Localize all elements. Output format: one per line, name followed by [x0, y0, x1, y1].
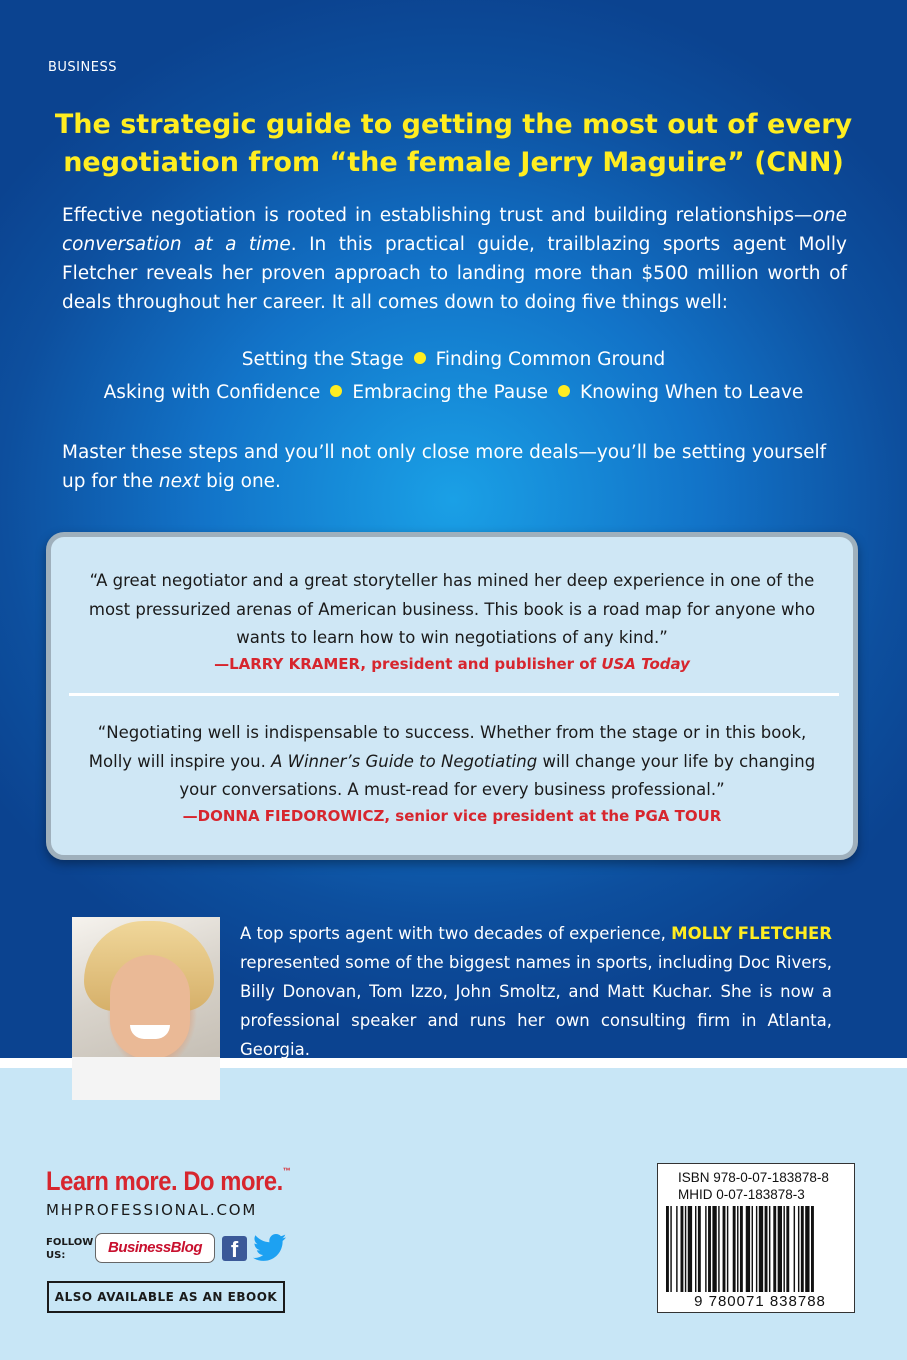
outro-text-2: big one. — [200, 471, 281, 492]
publisher-website[interactable]: MHPROFESSIONAL.COM — [46, 1201, 258, 1219]
mhid-number: MHID 0-07-183878-3 — [678, 1187, 805, 1202]
headline-line-2: negotiation from “the female Jerry Maguire” (CNN) — [63, 147, 844, 178]
steps-row-1 — [40, 349, 867, 370]
author-photo — [72, 917, 220, 1100]
intro-paragraph — [62, 201, 847, 317]
testimonials-panel — [46, 532, 858, 860]
outro-text-1: Master these steps and you’ll not only close more deals—you’ll be setting yourself up for the — [62, 442, 827, 492]
step-asking-with-confidence: Asking with Confidence — [103, 382, 321, 403]
step-knowing-when-to-leave: Knowing When to Leave — [580, 382, 804, 403]
attribution-title-1: , president and publisher of — [360, 655, 602, 673]
twitter-icon[interactable] — [253, 1234, 287, 1262]
intro-text-2: . In this practical guide, trailblazing sports agent Molly Fletcher reveals her proven approach to landing more than $500 million worth of deals throughout her career. It all comes down to doing five things well: — [62, 234, 847, 313]
quote-2-text-1: “Negotiating well is indispensable to success. Whether from the stage or in this book, Molly will inspire you. — [88, 723, 807, 771]
barcode-digits: 9 780071 838788 — [694, 1293, 826, 1310]
author-name: MOLLY FLETCHER — [671, 924, 832, 943]
testimonial-attribution-1 — [79, 655, 825, 673]
headline-line-1: The strategic guide to getting the most out of every — [54, 109, 853, 140]
outro-italic: next — [158, 471, 201, 492]
headline — [40, 106, 867, 182]
quote-2-book-title: A Winner’s Guide to Negotiating — [271, 751, 538, 771]
attribution-name-2: —DONNA FIEDOROWICZ — [182, 807, 385, 825]
step-setting-the-stage: Setting the Stage — [241, 349, 404, 370]
intro-italic: one conversation at a time — [62, 205, 847, 255]
step-finding-common-ground: Finding Common Ground — [435, 349, 666, 370]
barcode-block — [657, 1163, 855, 1313]
step-embracing-the-pause: Embracing the Pause — [352, 382, 549, 403]
bio-lead: A top sports agent with two decades of experience, — [240, 924, 672, 943]
intro-text-1: Effective negotiation is rooted in establishing trust and building relationships— — [62, 205, 813, 226]
publisher-tagline: Learn more. Do more.™ — [46, 1166, 291, 1196]
barcode — [666, 1206, 850, 1292]
isbn-lines — [678, 1169, 829, 1203]
bullet-dot-icon — [330, 385, 342, 397]
testimonial-quote-2 — [79, 719, 825, 805]
panel-divider — [69, 693, 839, 696]
isbn-number: ISBN 978-0-07-183878-8 — [678, 1170, 829, 1185]
bio-rest: represented some of the biggest names in sports, including Doc Rivers, Billy Donovan, Tom Izzo, John Smoltz, and Matt Kuchar. She is now a professional speaker and runs her own consulting firm in Atlanta, Georgia. — [240, 953, 832, 1059]
ebook-notice: ALSO AVAILABLE AS AN EBOOK — [47, 1281, 285, 1313]
attribution-name-1: —LARRY KRAMER — [214, 655, 361, 673]
steps-row-2 — [40, 382, 867, 403]
attribution-publication-1: USA Today — [601, 655, 690, 673]
business-blog-badge[interactable]: BusinessBlog — [95, 1233, 215, 1263]
quote-2-text-2: will change your life by changing your conversations. A must-read for every business professional.” — [179, 751, 816, 799]
bullet-dot-icon — [414, 352, 426, 364]
outro-paragraph — [62, 438, 847, 496]
author-bio — [240, 919, 832, 1064]
testimonial-attribution-2 — [79, 807, 825, 825]
testimonial-quote-1: “A great negotiator and a great storyteller has mined her deep experience in one of the most pressurized arenas of American business. This book is a road map for anyone who wants to learn how to win negotiations of any kind.” — [88, 571, 816, 647]
trademark-symbol: ™ — [282, 1166, 291, 1176]
facebook-icon[interactable]: f — [222, 1236, 247, 1261]
follow-us-label: FOLLOW US: — [46, 1237, 94, 1261]
bullet-dot-icon — [558, 385, 570, 397]
attribution-title-2: , senior vice president at the PGA TOUR — [384, 807, 722, 825]
category-label: BUSINESS — [48, 60, 117, 75]
